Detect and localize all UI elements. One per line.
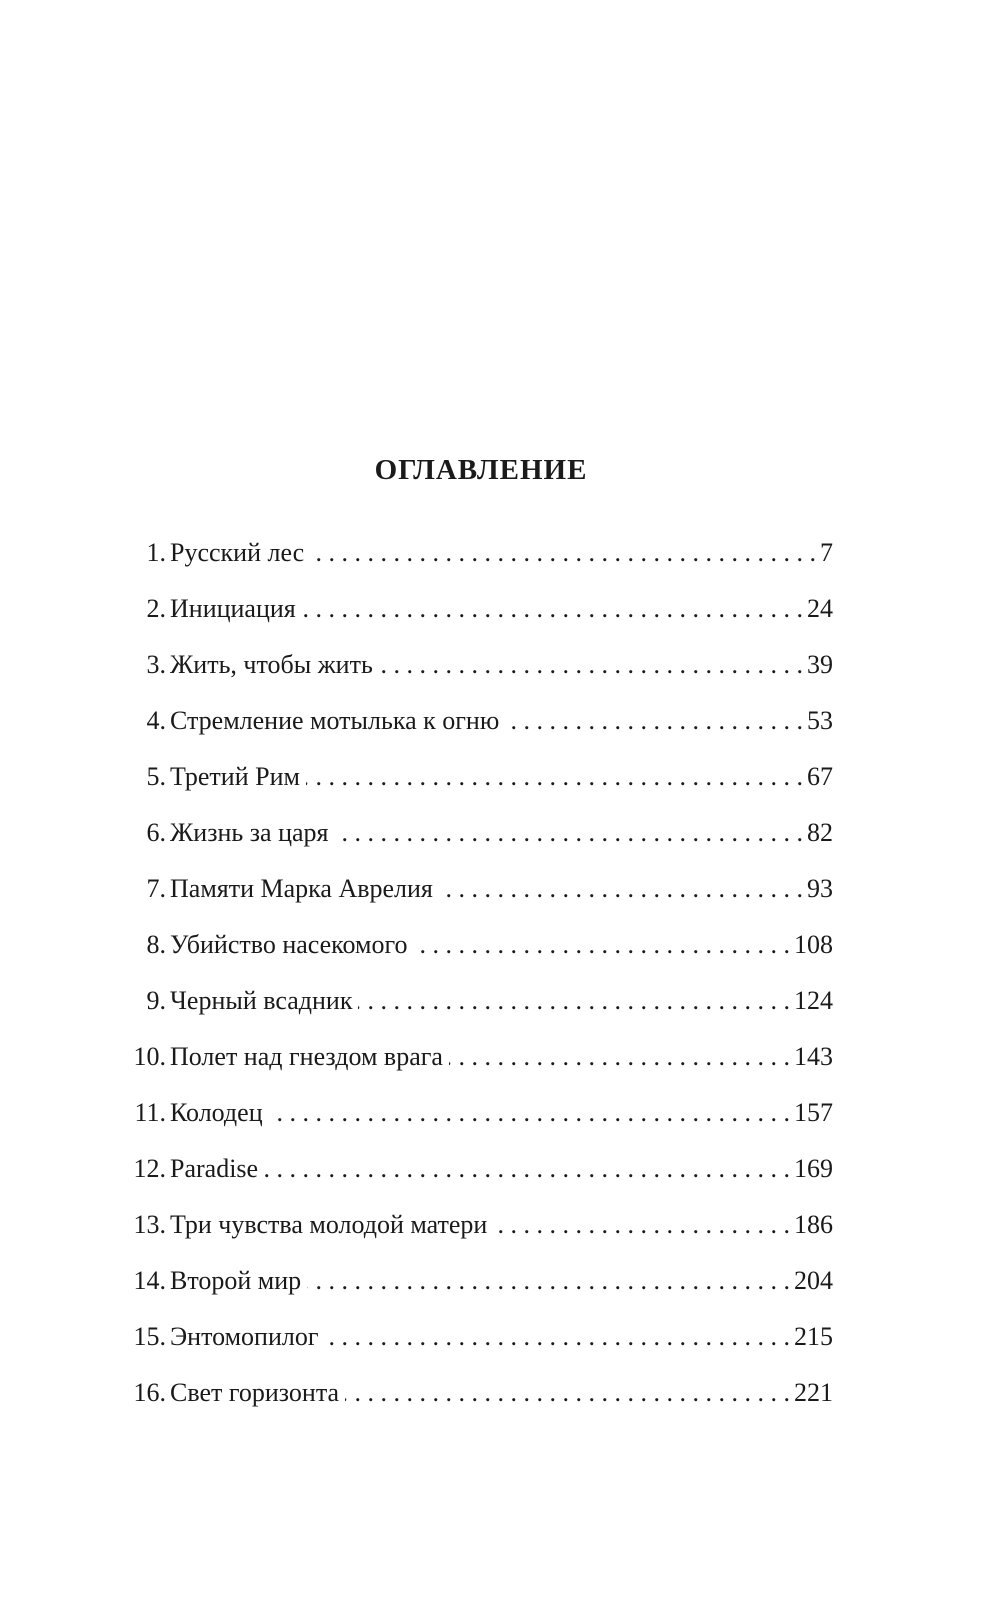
- toc-entry-title: Памяти Марка Аврелия: [170, 874, 433, 903]
- toc-entry[interactable]: [120, 591, 833, 647]
- toc-entry[interactable]: [120, 871, 833, 927]
- toc-entry-number: 15.: [133, 1322, 166, 1351]
- toc-entry[interactable]: [120, 535, 833, 591]
- toc-entry[interactable]: [120, 1375, 833, 1431]
- toc-entry-number: 8.: [146, 930, 166, 959]
- toc-entry[interactable]: [120, 1319, 833, 1375]
- toc-entry-page: 157: [794, 1098, 833, 1127]
- toc-entry-page: 124: [794, 986, 833, 1015]
- toc-entry-title: Убийство насекомого: [170, 930, 408, 959]
- toc-entry-number: 5.: [146, 762, 166, 791]
- dot-leader: [358, 983, 790, 1019]
- toc-entry[interactable]: [120, 1207, 833, 1263]
- toc-entry-title: Колодец: [170, 1098, 263, 1127]
- dot-leader: [306, 759, 803, 795]
- toc-entry-number: 3.: [146, 650, 166, 679]
- toc-entry-page: 24: [807, 594, 833, 623]
- toc-entry-title: Третий Рим: [170, 762, 300, 791]
- toc-entry[interactable]: [120, 1039, 833, 1095]
- dot-leader: [439, 871, 803, 907]
- toc-entry-number: 13.: [133, 1210, 166, 1239]
- toc-entry-page: 169: [794, 1154, 833, 1183]
- dot-leader: [302, 591, 803, 627]
- toc-entry-number: 16.: [133, 1378, 166, 1407]
- toc-entry-title: Три чувства молодой матери: [170, 1210, 488, 1239]
- toc-entry-title: Стремление мотылька к огню: [170, 706, 500, 735]
- dot-leader: [307, 1263, 790, 1299]
- toc-entry-number: 10.: [133, 1042, 166, 1071]
- dot-leader: [345, 1375, 790, 1411]
- toc-entry-number: 7.: [146, 874, 166, 903]
- toc-entry-title: Энтомопилог: [170, 1322, 319, 1351]
- toc-entry-title: Второй мир: [170, 1266, 302, 1295]
- toc-entry-number: 4.: [146, 706, 166, 735]
- toc-entry-page: 108: [794, 930, 833, 959]
- toc-entry-page: 39: [807, 650, 833, 679]
- toc-entry-page: 215: [794, 1322, 833, 1351]
- toc-entry[interactable]: [120, 759, 833, 815]
- toc-entry-title: Черный всадник: [170, 986, 353, 1015]
- toc-entry[interactable]: [120, 927, 833, 983]
- toc-entry-page: 53: [807, 706, 833, 735]
- toc-entry-number: 12.: [133, 1154, 166, 1183]
- toc-entry-number: 14.: [133, 1266, 166, 1295]
- toc-entry[interactable]: [120, 703, 833, 759]
- toc-entry-page: 186: [794, 1210, 833, 1239]
- toc-entry[interactable]: [120, 815, 833, 871]
- toc-entry-page: 67: [807, 762, 833, 791]
- toc-entry-title: Полет над гнездом врага: [170, 1042, 443, 1071]
- toc-entry-title: Жизнь за царя: [170, 818, 329, 847]
- toc-entry-number: 1.: [146, 538, 166, 567]
- toc-entry[interactable]: [120, 1263, 833, 1319]
- dot-leader: [493, 1207, 790, 1243]
- toc-entry-page: 204: [794, 1266, 833, 1295]
- dot-leader: [264, 1151, 790, 1187]
- dot-leader: [269, 1095, 790, 1131]
- dot-leader: [449, 1039, 790, 1075]
- toc-entry-page: 82: [807, 818, 833, 847]
- toc-entry-title: Русский лес: [170, 538, 305, 567]
- toc-entry-page: 143: [794, 1042, 833, 1071]
- toc-entry-title: Жить, чтобы жить: [170, 650, 373, 679]
- toc-heading: ОГЛАВЛЕНИЕ: [374, 454, 588, 486]
- toc-entry-number: 9.: [146, 986, 166, 1015]
- dot-leader: [325, 1319, 790, 1355]
- toc-entry-title: Инициация: [170, 594, 296, 623]
- toc-entry[interactable]: [120, 1151, 833, 1207]
- toc-entry[interactable]: [120, 647, 833, 703]
- toc-entry-number: 6.: [146, 818, 166, 847]
- toc-entry-page: 93: [807, 874, 833, 903]
- toc-list: [120, 535, 833, 1431]
- dot-leader: [334, 815, 803, 851]
- dot-leader: [379, 647, 803, 683]
- dot-leader: [505, 703, 803, 739]
- toc-entry-number: 11.: [134, 1098, 166, 1127]
- toc-entry-number: 2.: [146, 594, 166, 623]
- dot-leader: [310, 535, 816, 571]
- toc-entry-page: 221: [794, 1378, 833, 1407]
- toc-entry-title: Свет горизонта: [170, 1378, 340, 1407]
- toc-entry-title: Paradise: [170, 1154, 259, 1183]
- toc-entry[interactable]: [120, 1095, 833, 1151]
- dot-leader: [413, 927, 790, 963]
- toc-entry[interactable]: [120, 983, 833, 1039]
- toc-entry-page: 7: [820, 538, 833, 567]
